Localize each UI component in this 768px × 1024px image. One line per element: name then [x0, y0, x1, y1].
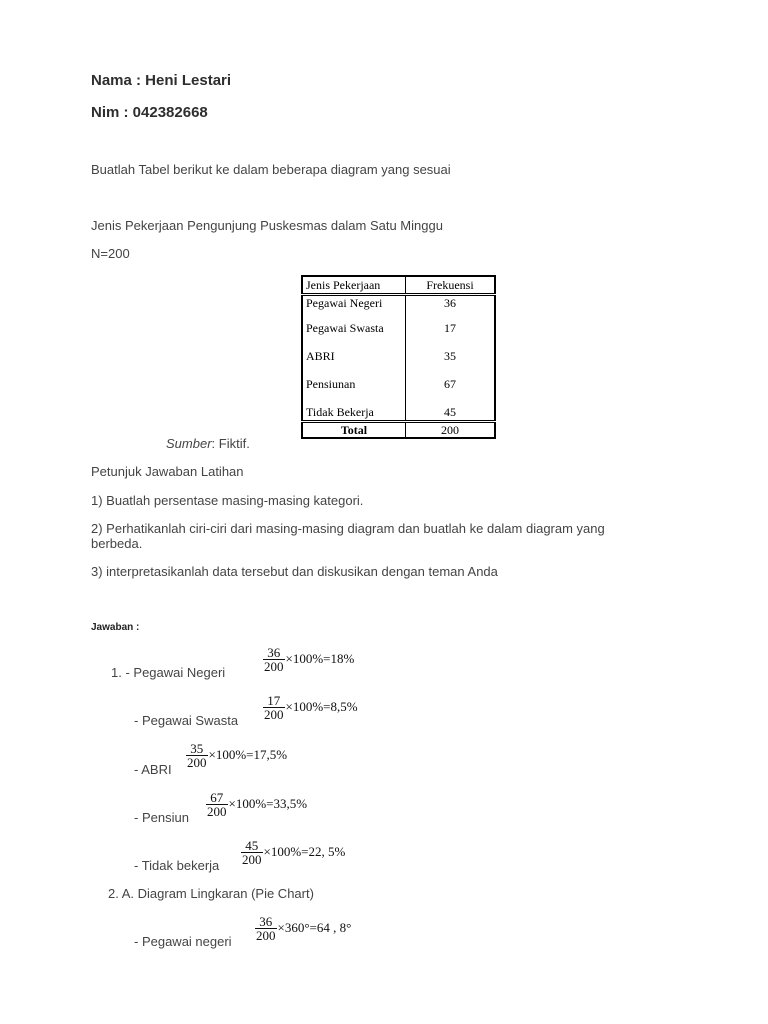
row-value: 36 [406, 295, 496, 322]
source-label: Sumber [166, 436, 212, 451]
formula-result: ×100%=22, 5% [263, 844, 346, 859]
row-label: Pensiunan [306, 377, 356, 391]
formula-result: ×100%=18% [285, 651, 355, 666]
row-label: Tidak Bekerja [306, 405, 374, 419]
fraction-denominator: 200 [187, 755, 207, 770]
answer-label: - ABRI [134, 762, 172, 777]
formula-result: ×100%=8,5% [285, 699, 358, 714]
row-value: 17 [406, 321, 496, 349]
row-label: Pegawai Swasta [306, 321, 384, 335]
fraction-denominator: 200 [242, 852, 262, 867]
answer-label: - Pegawai negeri [134, 934, 232, 949]
table-row [302, 295, 495, 322]
total-label: Total [302, 422, 406, 439]
fraction [263, 646, 285, 673]
fraction-numerator: 67 [210, 790, 224, 805]
instruction-item-continuation: berbeda. [91, 536, 143, 551]
fraction-numerator: 45 [245, 838, 259, 853]
percentage-formula [263, 646, 354, 673]
percentage-formula [241, 839, 345, 866]
answer-label: - Pegawai Swasta [134, 713, 239, 728]
answer-label: - Tidak bekerja [134, 858, 220, 873]
student-nim: Nim : 042382668 [91, 104, 208, 121]
fraction-numerator: 17 [267, 693, 281, 708]
fraction-numerator: 36 [267, 645, 281, 660]
table-row [302, 405, 495, 422]
table-title: Jenis Pekerjaan Pengunjung Puskesmas dalam Satu Minggu [91, 218, 443, 233]
row-value: 35 [406, 349, 496, 377]
row-label: ABRI [306, 349, 335, 363]
fraction-denominator: 200 [264, 659, 284, 674]
source-text: : Fiktif. [211, 436, 250, 451]
table-row [302, 349, 495, 377]
fraction-denominator: 200 [256, 928, 276, 943]
fraction-numerator: 35 [190, 741, 204, 756]
student-name: Nama : Heni Lestari [91, 72, 232, 89]
row-value: 45 [406, 405, 496, 422]
row-value: 67 [406, 377, 496, 405]
answer-heading: Jawaban : [91, 622, 140, 633]
degree-formula [255, 915, 351, 942]
pie-chart-heading: 2. A. Diagram Lingkaran (Pie Chart) [108, 886, 314, 901]
table-header-row [302, 276, 495, 295]
formula-result: ×100%=17,5% [208, 747, 288, 762]
instruction-item: 1) Buatlah persentase masing-masing kategori. [91, 493, 364, 508]
row-label: Pegawai Negeri [306, 296, 383, 310]
source-note [166, 436, 250, 451]
percentage-formula [206, 791, 307, 818]
task-instruction: Buatlah Tabel berikut ke dalam beberapa diagram yang sesuai [91, 162, 451, 177]
percentage-formula [263, 694, 358, 721]
fraction [206, 791, 228, 818]
frequency-table [301, 275, 496, 439]
column-header-frequency: Frekuensi [406, 276, 496, 295]
fraction-denominator: 200 [264, 707, 284, 722]
table-total-row [302, 422, 495, 439]
instructions-title: Petunjuk Jawaban Latihan [91, 464, 244, 479]
fraction [186, 742, 208, 769]
answer-label: 1. - Pegawai Negeri [111, 665, 226, 680]
fraction [241, 839, 263, 866]
formula-result: ×360°=64 , 8° [277, 920, 352, 935]
table-row [302, 377, 495, 405]
fraction [255, 915, 277, 942]
percentage-formula [186, 742, 287, 769]
answer-label: - Pensiun [134, 810, 189, 825]
total-value: 200 [406, 422, 496, 439]
instruction-item: 2) Perhatikanlah ciri-ciri dari masing-masing diagram dan buatlah ke dalam diagram yang [91, 521, 605, 536]
sample-size: N=200 [91, 246, 130, 261]
column-header-occupation: Jenis Pekerjaan [302, 276, 406, 295]
formula-result: ×100%=33,5% [228, 796, 308, 811]
table-row [302, 321, 495, 349]
fraction-denominator: 200 [207, 804, 227, 819]
instruction-item: 3) interpretasikanlah data tersebut dan diskusikan dengan teman Anda [91, 564, 498, 579]
fraction-numerator: 36 [259, 914, 273, 929]
fraction [263, 694, 285, 721]
